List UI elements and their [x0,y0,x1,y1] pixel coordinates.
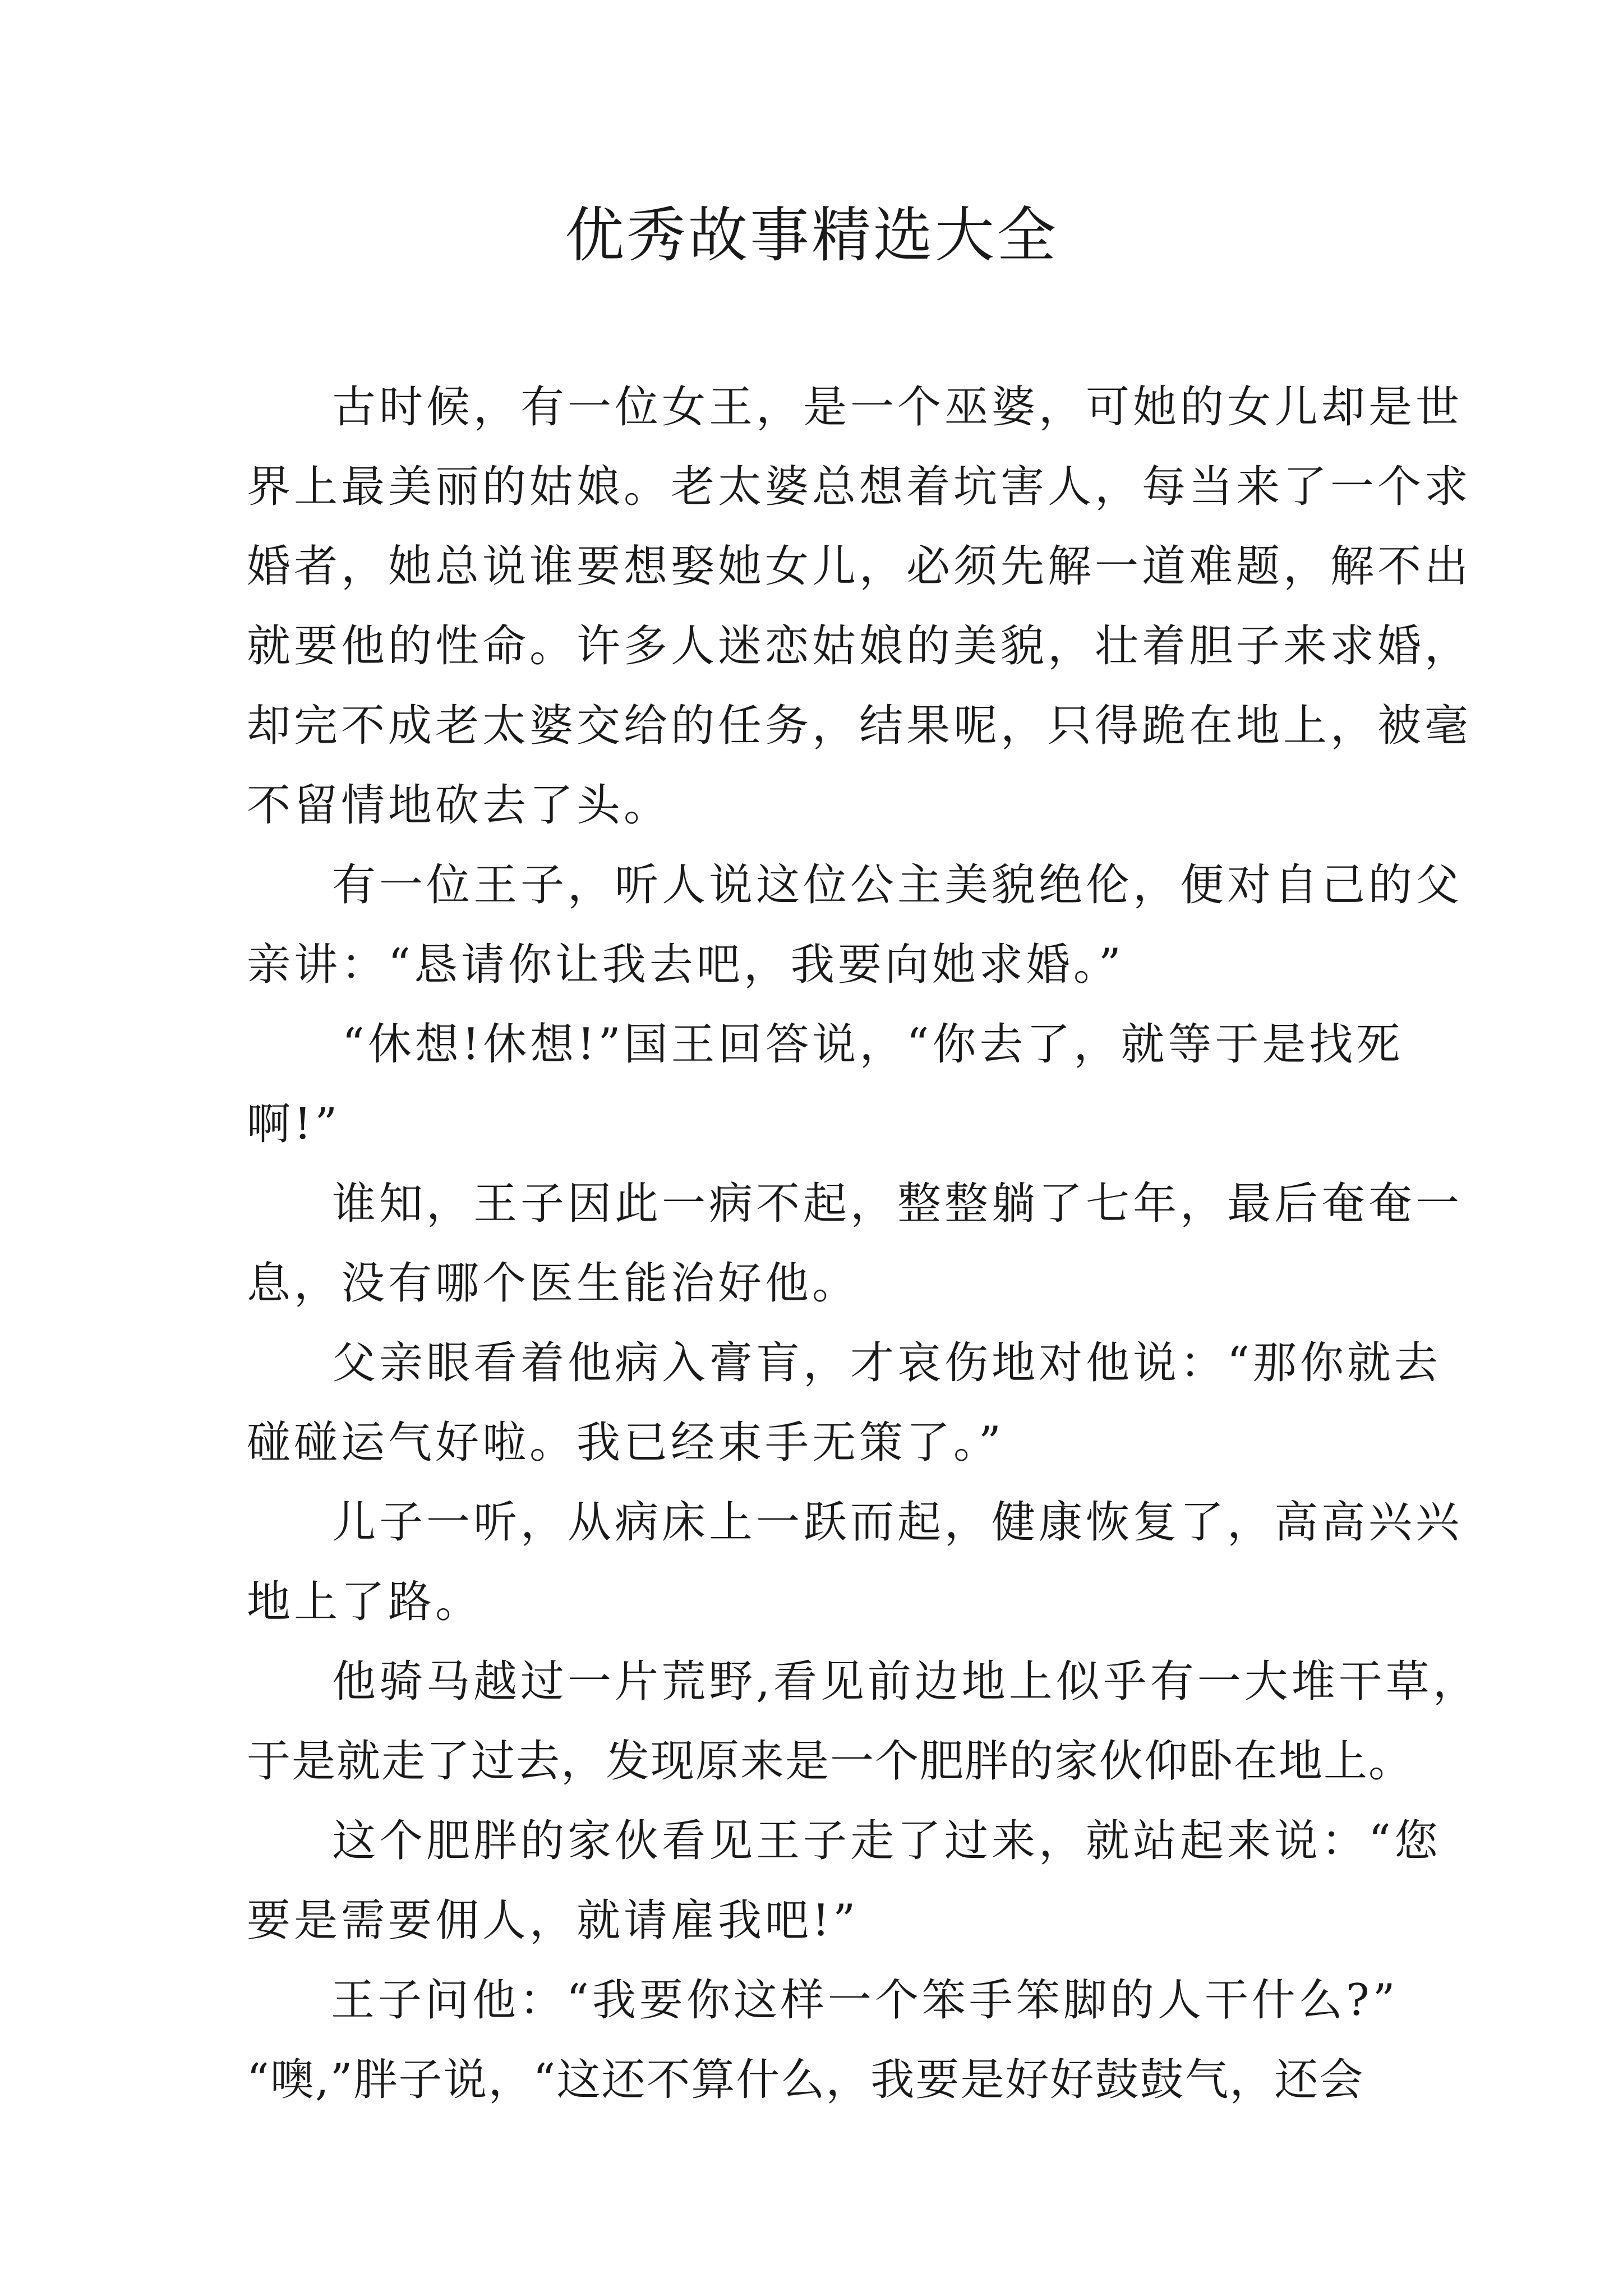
document-body [247,367,1480,2120]
text-line: 息，没有哪个医生能治好他。 [247,1258,860,1309]
text-line: 地上了路。 [247,1577,483,1627]
text-line: 于是就走了过去，发现原来是一个肥胖的家伙仰卧在地上。 [247,1736,1414,1787]
text-line: 有一位王子，听人说这位公主美貌绝伦，便对自己的父 [332,860,1463,910]
text-line: 不留情地砍去了头。 [247,780,671,831]
text-line: 儿子一听，从病床上一跃而起，健康恢复了，高高兴兴 [332,1497,1463,1548]
text-line: 要是需要佣人，就请雇我吧!” [247,1895,859,1946]
text-line: 这个肥胖的家伙看见王子走了过来，就站起来说：“您 [332,1816,1441,1866]
text-line: 就要他的性命。许多人迷恋姑娘的美貌，壮着胆子来求婚， [247,621,1472,671]
text-line: 亲讲：“恳请你让我去吧，我要向她求婚。” [247,940,1124,990]
document-title: 优秀故事精选大全 [565,201,1058,270]
text-line: 婚者，她总说谁要想娶她女儿，必须先解一道难题，解不出 [247,541,1472,592]
text-line: 谁知，王子因此一病不起，整整躺了七年，最后奄奄一 [332,1179,1463,1229]
text-line: 碰碰运气好啦。我已经束手无策了。” [247,1418,1004,1468]
text-line: 他骑马越过一片荒野,看见前边地上似乎有一大堆干草， [332,1657,1480,1707]
text-line: 却完不成老太婆交给的任务，结果呢，只得跪在地上，被毫 [247,701,1472,751]
text-line: 王子问他：“我要你这样一个笨手笨脚的人干什么?” [331,1975,1399,2026]
text-line: 父亲眼看着他病入膏肓，才哀伤地对他说：“那你就去 [332,1338,1441,1388]
text-line: “噢,”胖子说，“这还不算什么，我要是好好鼓鼓气，还会 [247,2055,1364,2105]
text-line: “休想!休想!”国王回答说，“你去了，就等于是找死 [342,1019,1404,1070]
text-line: 啊!” [247,1099,341,1149]
text-line: 古时候，有一位女王，是一个巫婆，可她的女儿却是世 [332,382,1463,432]
text-line: 界上最美丽的姑娘。老太婆总想着坑害人，每当来了一个求 [247,462,1472,512]
